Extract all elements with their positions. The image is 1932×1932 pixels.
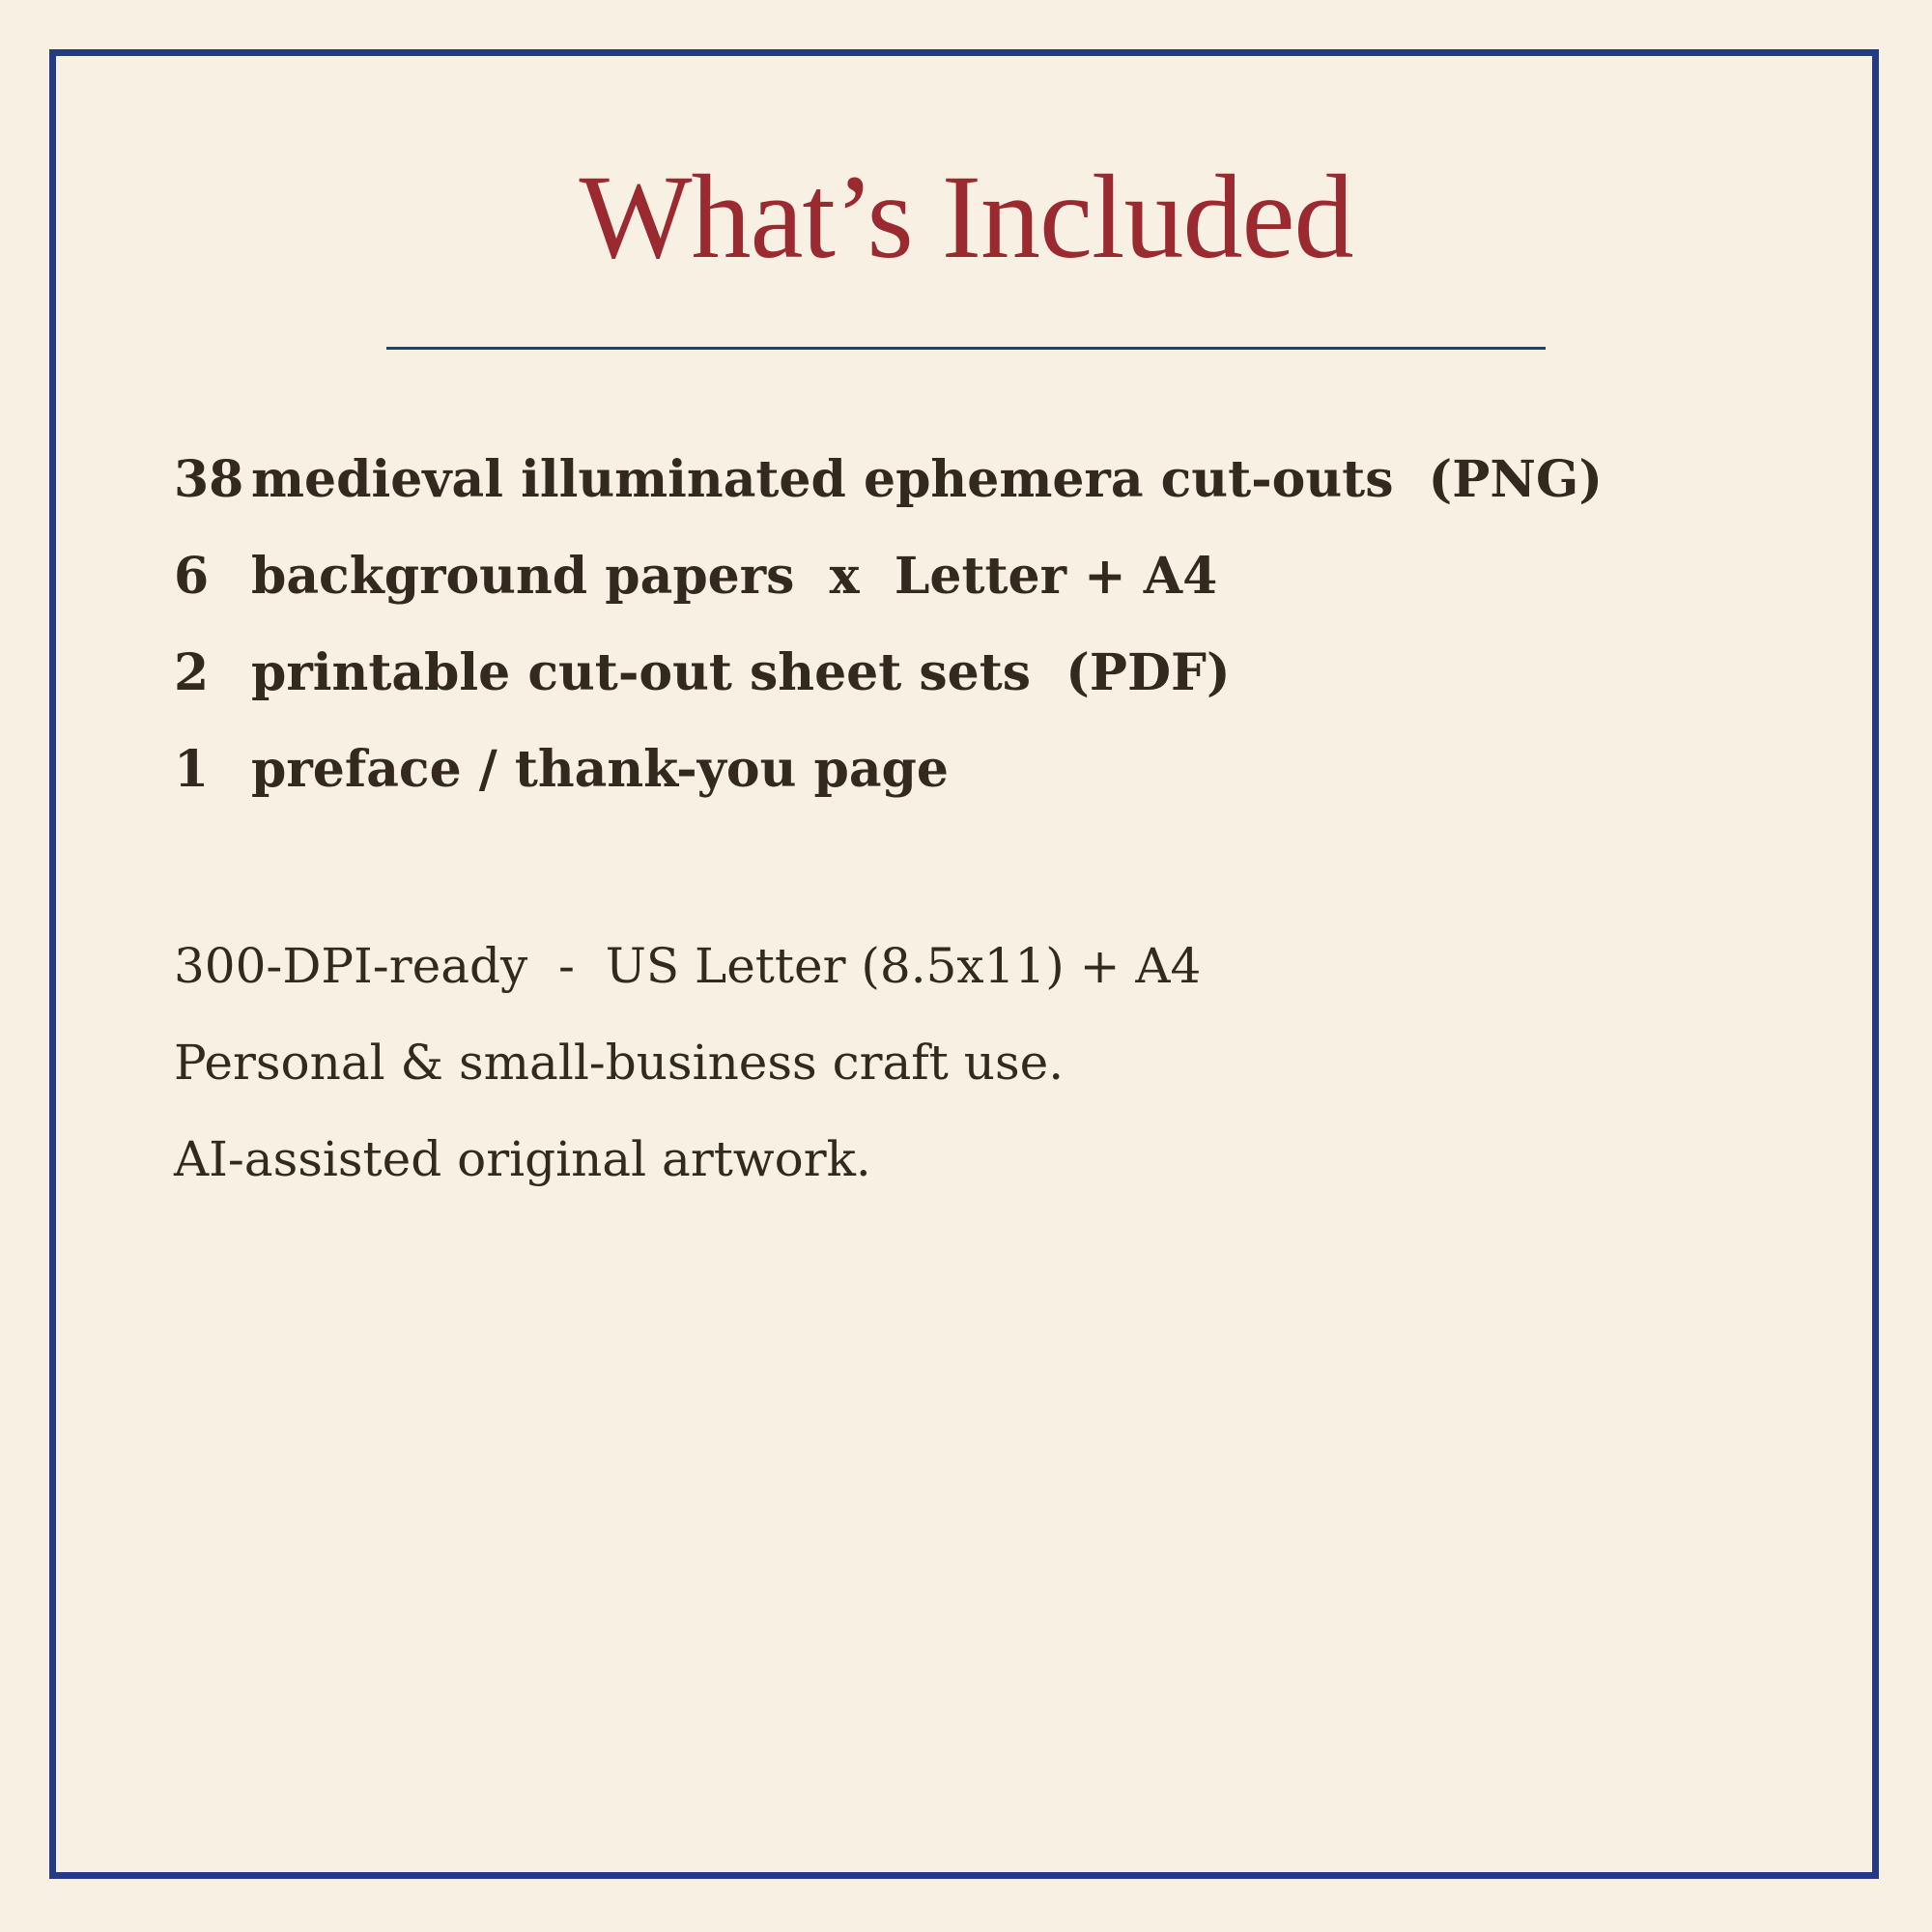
page-title: What’s Included	[579, 151, 1353, 283]
item-count: 1	[174, 740, 210, 799]
item-count: 2	[174, 643, 210, 702]
item-text: background papers x Letter + A4	[251, 547, 1218, 606]
title-divider	[386, 347, 1546, 350]
list-item	[174, 639, 1603, 736]
included-items-list	[174, 446, 1603, 833]
item-text: preface / thank-you page	[251, 740, 949, 799]
list-item	[174, 736, 1603, 833]
item-count: 38	[174, 450, 244, 509]
list-item	[174, 446, 1603, 543]
format-note: 300-DPI-ready - US Letter (8.5x11) + A4	[174, 938, 1202, 994]
artwork-note: AI-assisted original artwork.	[174, 1131, 871, 1187]
license-note: Personal & small-business craft use.	[174, 1035, 1065, 1091]
product-notes	[174, 932, 1201, 1222]
list-item	[174, 543, 1603, 639]
item-text: medieval illuminated ephemera cut-outs (PNG)	[251, 450, 1603, 509]
item-text: printable cut-out sheet sets (PDF)	[251, 643, 1231, 702]
item-count: 6	[174, 547, 210, 606]
